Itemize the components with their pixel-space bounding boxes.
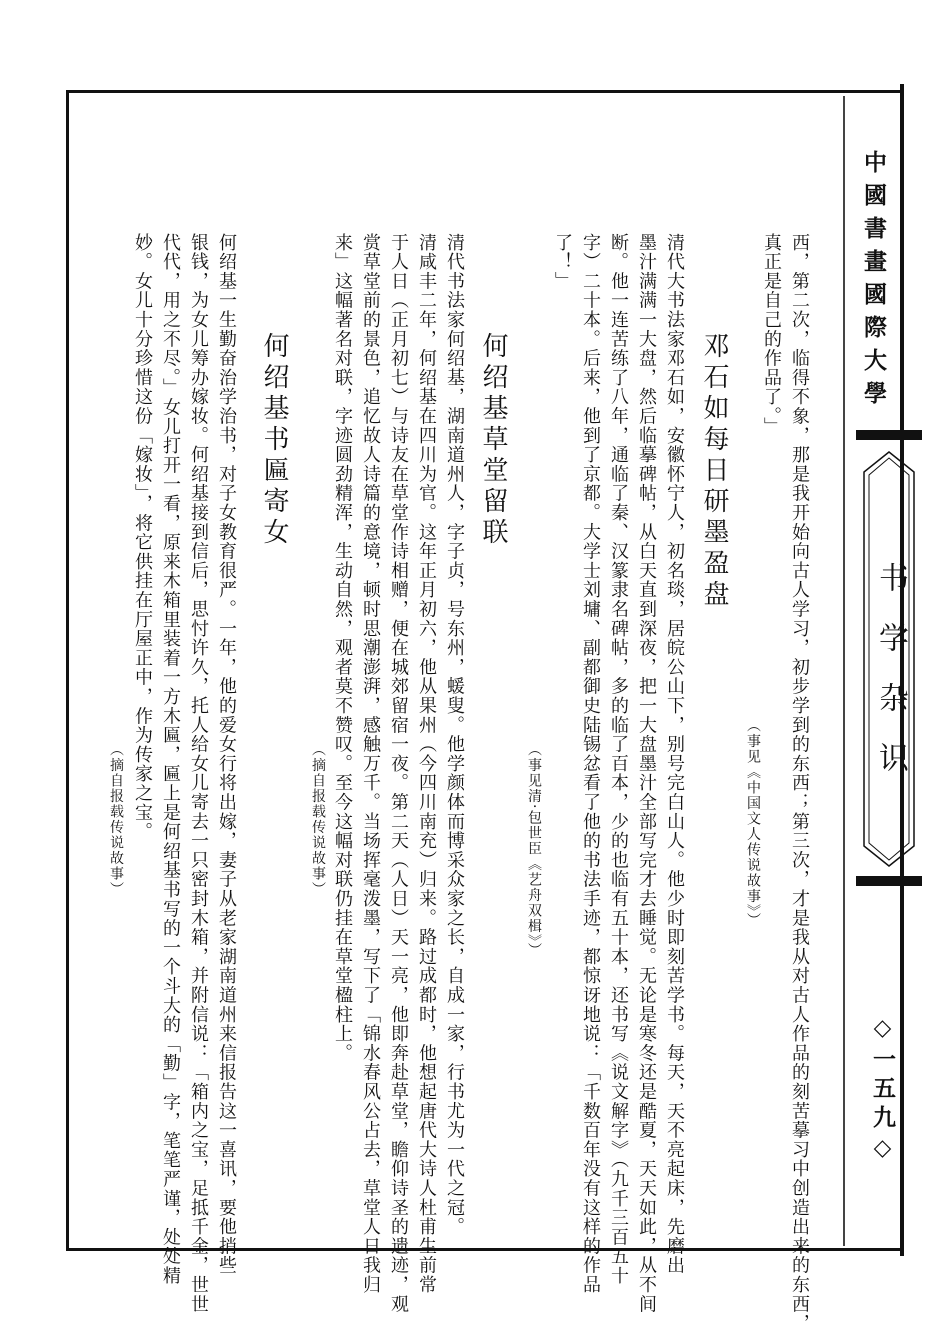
paragraph-line: 清代书法家何绍基，湖南道州人，字子贞，号东州，蝯叟。他学颜体而博采众家之长，自成一家，行书尤为一代之冠。 [444, 233, 465, 1237]
paragraph-line: 何绍基一生勤奋治学治书，对子女教育很严。一年，他的爱女行将出嫁，妻子从老家湖南道州来信报告这一喜讯，要他捎些 [216, 233, 237, 1276]
paragraph-line: 了！」 [552, 233, 573, 291]
frame-inner-rule [843, 96, 845, 1246]
continuation-line: 真正是自己的作品了。」 [761, 233, 782, 437]
paragraph-line: 字）二十本。后来，他到了京都。大学士刘墉、副都御史陆锡忿看了他的书法手迹，都惊讶地说：「千数百年没有这样的作品 [580, 233, 601, 1295]
continuation-line: 西，第二次，临得不象，那是我开始向古人学习，初步学到的东西；第三次，才是我从对古人作品的刻苦摹习中创造出来的东西， [789, 233, 810, 1334]
paragraph-line: 妙。女儿十分珍惜这份「嫁妆」，将它供挂在厅屋正中，作为传家之宝。 [132, 233, 153, 842]
article-source: （事见清·包世臣《艺舟双楫》） [526, 742, 542, 958]
paragraph-line: 代代，用之不尽。」女儿打开一看，原来木箱里装着一方木匾，匾上是何绍基书写的一个斗大的「勤」字，笔笔严谨，处处精 [160, 233, 181, 1286]
article-title: 邓石如每日研墨盈盘 [699, 332, 729, 611]
band-bottom-bar [856, 876, 922, 886]
article-source: （摘自报载传说故事） [310, 742, 326, 897]
article-title: 何绍基草堂留联 [478, 332, 508, 549]
paragraph-line: 于人日（正月初七）与诗友在草堂作诗相赠，便在城郊留宿一夜。第二天（人日）天一亮，他即奔赴草堂，瞻仰诗圣的遗迹，观 [388, 233, 409, 1314]
article-source: （摘自报载传说故事） [108, 742, 124, 897]
paragraph-line: 银钱，为女儿筹办嫁妆。何绍基接到信后，思忖许久，托人给女儿寄去一只密封木箱，并附信说：「箱内之宝，足抵千金，世世 [188, 233, 209, 1314]
paragraph-line: 清代大书法家邓石如，安徽怀宁人，初名琰，居皖公山下，别号完白山人。他少时即刻苦学书。每天，天不亮起床，先磨出 [664, 233, 685, 1276]
paragraph-line: 来」这幅著名对联，字迹圆劲精浑，生动自然，观者莫不赞叹。至今这幅对联仍挂在草堂楹柱上。 [332, 233, 353, 1063]
band-top-bar [856, 430, 922, 440]
article-title: 何绍基书匾寄女 [259, 332, 289, 549]
column-title: 书学杂识 [873, 562, 908, 802]
paragraph-line: 赏草堂前的景色，追忆故人诗篇的意境，顿时思潮澎湃，感触万千。当场挥毫泼墨，写下了「锦水春风公占去，草堂人日我归 [360, 233, 381, 1295]
continuation-source: （事见《中国文人传说故事》） [745, 718, 761, 928]
page-number: ◇一五九◇ [869, 1014, 896, 1167]
paragraph-line: 清咸丰二年，何绍基在四川为官。这年正月初六，他从果州（今四川南充）归来。路过成都时，他想起唐代大诗人杜甫生前常 [416, 233, 437, 1295]
paragraph-line: 断。他一连苦练了八年，通临了秦、汉篆隶名碑帖，多的临了百本，少的也临有五十本，还书写《说文解字》（九千三百五十 [608, 233, 629, 1286]
paragraph-line: 墨汁满满一大盘，然后临摹碑帖，从白天直到深夜，把一大盘墨汁全部写完才去睡觉。无论是寒冬还是酷夏，天天如此，从不间 [636, 233, 657, 1314]
site-title: 中國書畫國際大學 [860, 150, 887, 414]
